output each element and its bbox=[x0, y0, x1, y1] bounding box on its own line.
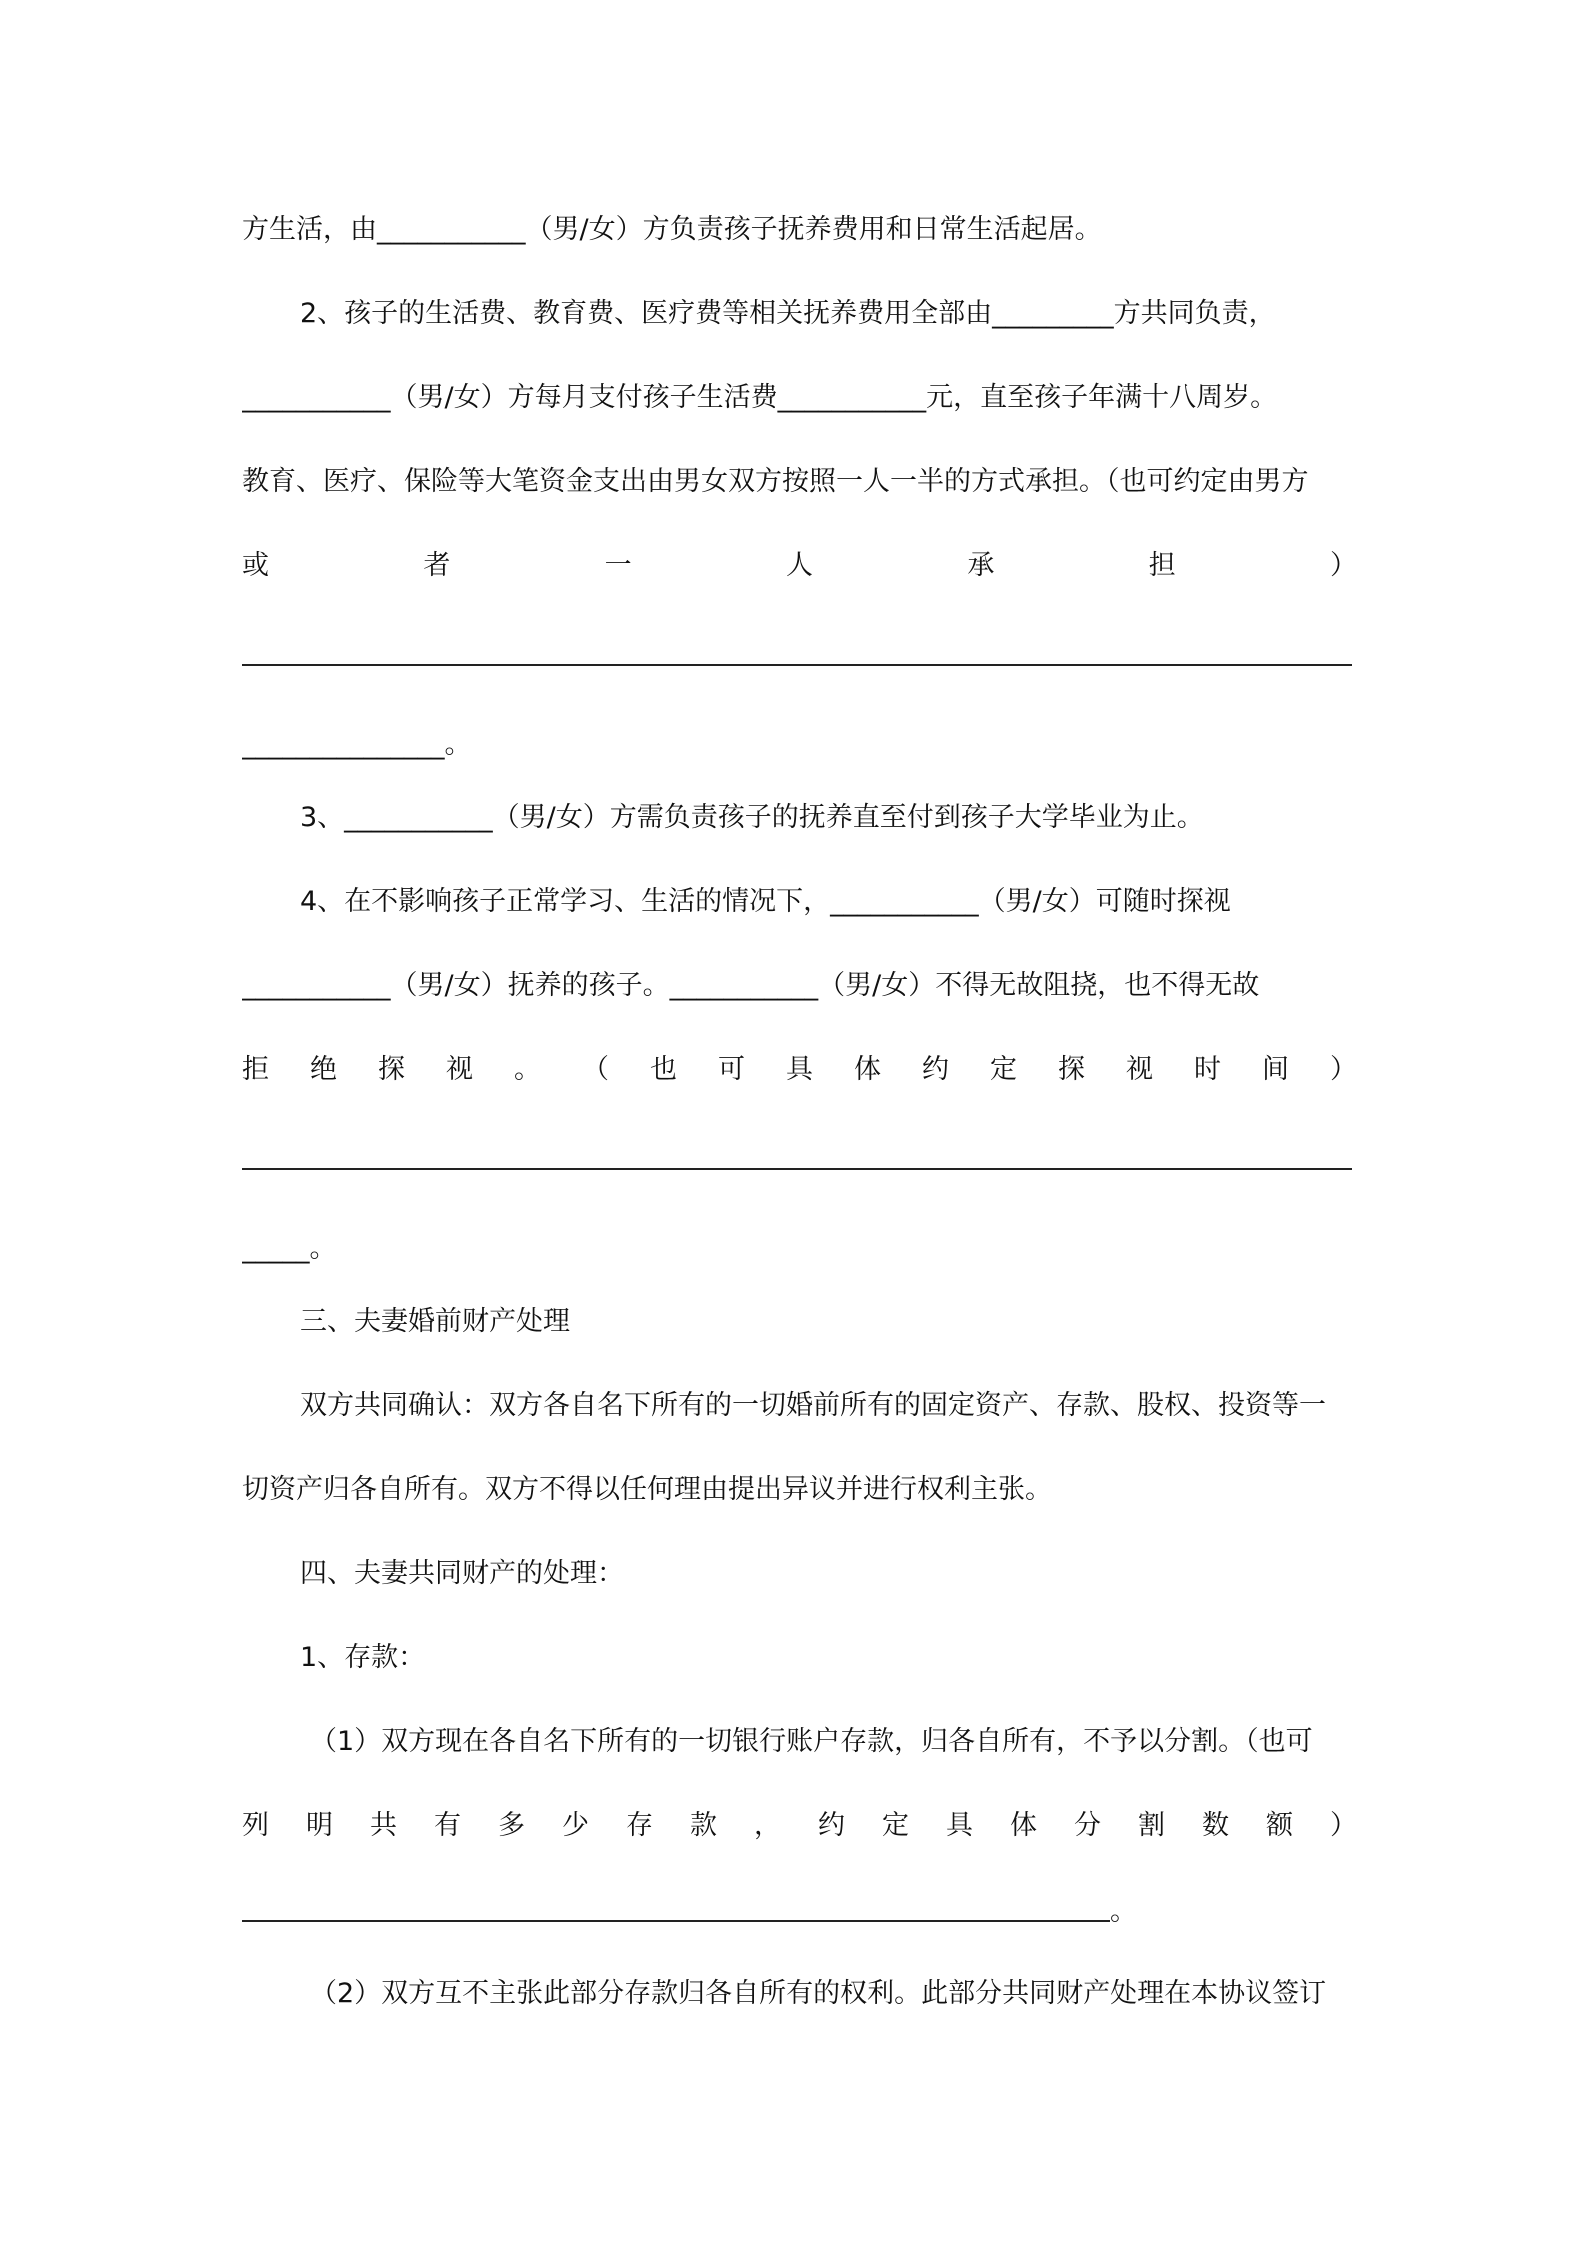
char: 担 bbox=[1148, 550, 1176, 581]
char: 定 bbox=[990, 1054, 1017, 1085]
justified-line bbox=[242, 1806, 1357, 1846]
char: 少 bbox=[562, 1810, 589, 1841]
char: 约 bbox=[922, 1054, 949, 1085]
paragraph-line: 双方共同确认：双方各自名下所有的一切婚前所有的固定资产、存款、股权、投资等一 bbox=[300, 1390, 1326, 1421]
char: 有 bbox=[434, 1810, 461, 1841]
period: 。 bbox=[1110, 1896, 1137, 1927]
char: 承 bbox=[967, 550, 995, 581]
char: 具 bbox=[946, 1810, 973, 1841]
justified-line bbox=[242, 546, 1357, 586]
char: ， bbox=[754, 1810, 781, 1841]
paragraph-line: 教育、医疗、保险等大笔资金支出由男女双方按照一人一半的方式承担。（也可约定由男方 bbox=[242, 466, 1309, 497]
char: 定 bbox=[882, 1810, 909, 1841]
char: 列 bbox=[242, 1810, 269, 1841]
blank-line bbox=[242, 664, 1352, 666]
char: 存 bbox=[626, 1810, 653, 1841]
paragraph-line: 切资产归各自所有。双方不得以任何理由提出异议并进行权利主张。 bbox=[242, 1474, 1052, 1505]
char: （ bbox=[582, 1054, 609, 1085]
char: 间 bbox=[1262, 1054, 1289, 1085]
char: 约 bbox=[818, 1810, 845, 1841]
paragraph-line: ___________（男/女）抚养的孩子。___________（男/女）不得无故阻挠，也不得无故 bbox=[242, 970, 1260, 1001]
char: 明 bbox=[306, 1810, 333, 1841]
paragraph-line: 3、___________（男/女）方需负责孩子的抚养直至付到孩子大学毕业为止。 bbox=[300, 802, 1204, 833]
char: 割 bbox=[1138, 1810, 1165, 1841]
char: 一 bbox=[604, 550, 632, 581]
char: 体 bbox=[854, 1054, 881, 1085]
paragraph-line: （1）双方现在各自名下所有的一切银行账户存款，归各自所有，不予以分割。（也可 bbox=[310, 1726, 1313, 1757]
paragraph-line: _______________。 bbox=[242, 729, 472, 760]
char: 探 bbox=[378, 1054, 405, 1085]
char: 者 bbox=[423, 550, 451, 581]
char: 。 bbox=[514, 1054, 541, 1085]
char: 拒 bbox=[242, 1054, 269, 1085]
char: 分 bbox=[1074, 1810, 1101, 1841]
char: 可 bbox=[718, 1054, 745, 1085]
char: ） bbox=[1330, 1810, 1357, 1841]
char: 也 bbox=[650, 1054, 677, 1085]
paragraph-line: _____。 bbox=[242, 1233, 337, 1264]
char: 多 bbox=[498, 1810, 525, 1841]
justified-line bbox=[242, 1050, 1357, 1090]
char: 共 bbox=[370, 1810, 397, 1841]
paragraph-line: 4、在不影响孩子正常学习、生活的情况下，___________（男/女）可随时探视 bbox=[300, 886, 1231, 917]
char: 体 bbox=[1010, 1810, 1037, 1841]
section-heading: 三、夫妻婚前财产处理 bbox=[300, 1306, 570, 1337]
char: 款 bbox=[690, 1810, 717, 1841]
char: 额 bbox=[1266, 1810, 1293, 1841]
blank-line bbox=[242, 1168, 1352, 1170]
char: 绝 bbox=[310, 1054, 337, 1085]
paragraph-line: 方生活，由___________（男/女）方负责孩子抚养费用和日常生活起居。 bbox=[242, 214, 1102, 245]
char: ） bbox=[1329, 550, 1357, 581]
char: 时 bbox=[1194, 1054, 1221, 1085]
char: ） bbox=[1330, 1054, 1357, 1085]
char: 数 bbox=[1202, 1810, 1229, 1841]
char: 或 bbox=[242, 550, 269, 581]
paragraph-line: 2、孩子的生活费、教育费、医疗费等相关抚养费用全部由_________方共同负责， bbox=[300, 298, 1276, 329]
char: 视 bbox=[1126, 1054, 1153, 1085]
char: 视 bbox=[446, 1054, 473, 1085]
char: 探 bbox=[1058, 1054, 1085, 1085]
char: 人 bbox=[785, 550, 813, 581]
paragraph-line: 1、存款： bbox=[300, 1642, 426, 1673]
paragraph-line: （2）双方互不主张此部分存款归各自所有的权利。此部分共同财产处理在本协议签订 bbox=[310, 1978, 1327, 2009]
blank-line bbox=[242, 1920, 1110, 1922]
section-heading: 四、夫妻共同财产的处理： bbox=[300, 1558, 624, 1589]
char: 具 bbox=[786, 1054, 813, 1085]
paragraph-line: ___________（男/女）方每月支付孩子生活费___________元，直至孩子年满十八周岁。 bbox=[242, 382, 1278, 413]
